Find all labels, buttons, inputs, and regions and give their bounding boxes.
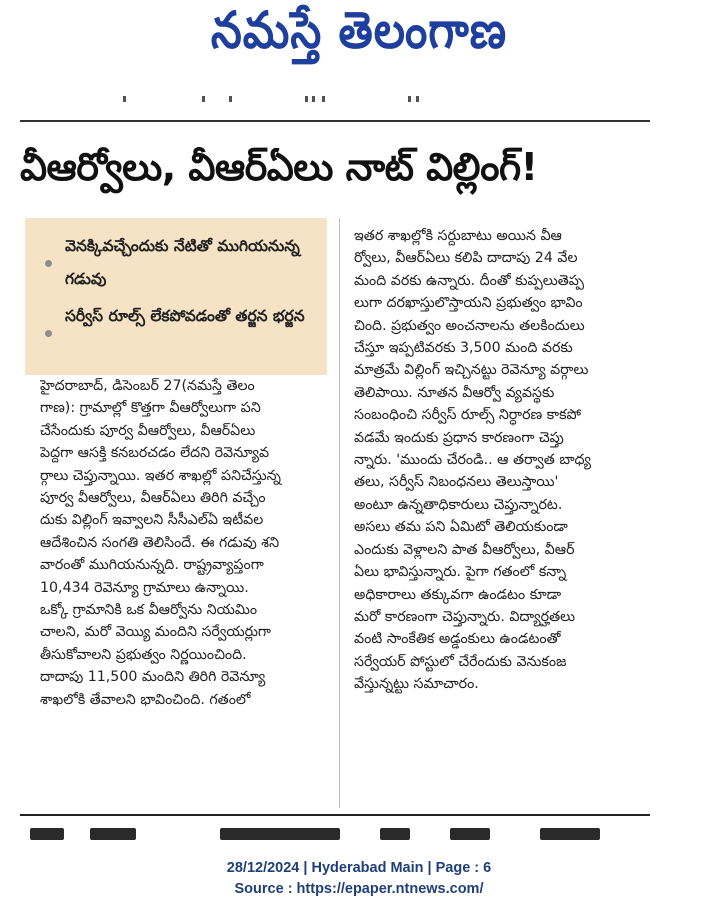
clipped-next-headline: [20, 822, 650, 842]
article-line: లుగా దరఖాస్తులొస్తాయని ప్రభుత్వం భావిం: [354, 295, 583, 312]
article-line: తెలిపాయి. నూతన వీఆర్వో వ్యవస్థకు: [354, 384, 555, 401]
article-line: తలు, సర్వీస్ నిబంధనలు తెలుస్తాయి': [354, 474, 559, 491]
newspaper-logo: నమస్తే తెలంగాణ: [210, 1, 508, 60]
article-line: సర్వేయర్ పోస్టులో చేరేందుకు వెనుకంజ: [354, 653, 567, 670]
top-rule: [20, 120, 650, 122]
article-line: ఎందుకు వెళ్లాలని పాత వీఆర్వోలు, వీఆర్: [354, 541, 575, 558]
article-line: చింది. ప్రభుత్వం అంచనాలను తలకిందులు: [354, 317, 585, 334]
article-line: అధికారాలు తక్కువగా ఉండటం కూడా: [354, 586, 562, 603]
article-line: పెద్దగా ఆసక్తి కనబరచడం లేదని రెవెన్యూవ: [40, 445, 270, 462]
article-line: ఇతర శాఖల్లోకి సర్దుబాటు అయిన వీఆ: [354, 228, 562, 244]
article-line: తీసుకోవాలని ప్రభుత్వం నిర్ణయించింది.: [40, 646, 247, 663]
article-line: దాదాపు 11,500 మందిని తిరిగి రెవెన్యూ: [40, 669, 266, 686]
column-divider: [339, 218, 340, 808]
highlight-text: వెనక్కివచ్చేందుకు నేటితో ముగియనున్న గడువు: [65, 237, 300, 288]
article-line: దుకు విల్లింగ్ ఇవ్వాలని సీసీఎల్ఏ ఇటీవల: [40, 512, 264, 529]
article-line: అంటూ ఉన్నతాధికారులు చెప్తున్నారట.: [354, 496, 563, 513]
article-line: చేస్తూ ఇప్పటివరకు 3,500 మంది వరకు: [354, 340, 573, 357]
article-line: వేస్తున్నట్టు సమాచారం.: [354, 676, 479, 693]
bottom-rule: [20, 814, 650, 816]
article-line: వారంతో ముగియనున్నది. రాష్ట్రవ్యాప్తంగా: [40, 557, 264, 574]
article-line: ఏలు భావిస్తున్నారు. పైగా గతంలో కన్నా: [354, 564, 567, 581]
bullet-icon: [45, 330, 52, 337]
clipped-text-strip: [20, 92, 650, 106]
highlight-text: సర్వీస్ రూల్స్ లేకపోవడంతో తర్జన భర్జన: [65, 307, 305, 325]
article-line: అసలు తమ పని ఏమిటో తెలియకుండా: [354, 519, 568, 536]
article-line: 10,434 రెవెన్యూ గ్రామాలు ఉన్నాయి.: [40, 579, 249, 596]
article-line: ర్గాలు చెప్తున్నాయి. ఇతర శాఖల్లో పనిచేస్తున్న: [40, 467, 281, 484]
article-line: పూర్వ వీఆర్వోలు, వీఆర్ఏలు తిరిగి వచ్చేం: [40, 490, 266, 507]
article-line: వడమే ఇందుకు ప్రధాన కారణంగా చెప్తు: [354, 429, 564, 446]
article-line: హైదరాబాద్, డిసెంబర్ 27(నమస్తే తెలం: [40, 378, 255, 394]
article-line: వంటి సాంకేతిక అడ్డంకులు ఉండటంతో: [354, 631, 561, 648]
article-line: ఆదేశించిన సంగతి తెలిసిందే. ఈ గడువు శని: [40, 534, 280, 551]
footer-source: Source : https://epaper.ntnews.com/: [234, 881, 484, 897]
article-line: శాఖలోకి తేవాలని భావించింది. గతంలో: [40, 691, 251, 708]
highlight-box: [25, 218, 327, 375]
article-line: న్నారు. 'ముందు చేరండి.. ఆ తర్వాత బాధ్య: [354, 452, 591, 469]
article-line: మంది వరకు ఉన్నారు. దీంతో కుప్పలుతెప్ప: [354, 272, 584, 289]
article-line: మరో కారణంగా చెప్తున్నారు. విద్యార్హతలు: [354, 608, 576, 625]
masthead: [0, 0, 718, 80]
article-left-column: [40, 375, 330, 711]
article-line: మాత్రమే విల్లింగ్ ఇచ్చినట్టు రెవెన్యూ వర్గాలు: [354, 362, 589, 379]
bullet-icon: [45, 260, 52, 267]
article-right-column: [354, 225, 650, 696]
article-line: గాణ): గ్రామాల్లో కొత్తగా వీఆర్వోలుగా పని: [40, 400, 261, 417]
footer-edition-info: 28/12/2024 | Hyderabad Main | Page : 6: [226, 860, 492, 876]
article-line: చేసేందుకు పూర్వ వీఆర్వోలు, వీఆర్ఏలు: [40, 422, 256, 439]
headline: వీఆర్వోలు, వీఆర్ఏలు నాట్ విల్లింగ్!: [20, 145, 538, 189]
article-line: ర్వోలు, వీఆర్ఏలు కలిపి దాదాపు 24 వేల: [354, 250, 578, 267]
article-line: చాలని, మరో వెయ్యి మందిని సర్వేయర్లుగా: [40, 624, 271, 641]
article-line: సంబంధించి సర్వీస్ రూల్స్ నిర్ధారణ కాకపో: [354, 407, 581, 424]
article-line: ఒక్కో గ్రామానికి ఒక వీఆర్వోను నియమిం: [40, 602, 258, 619]
